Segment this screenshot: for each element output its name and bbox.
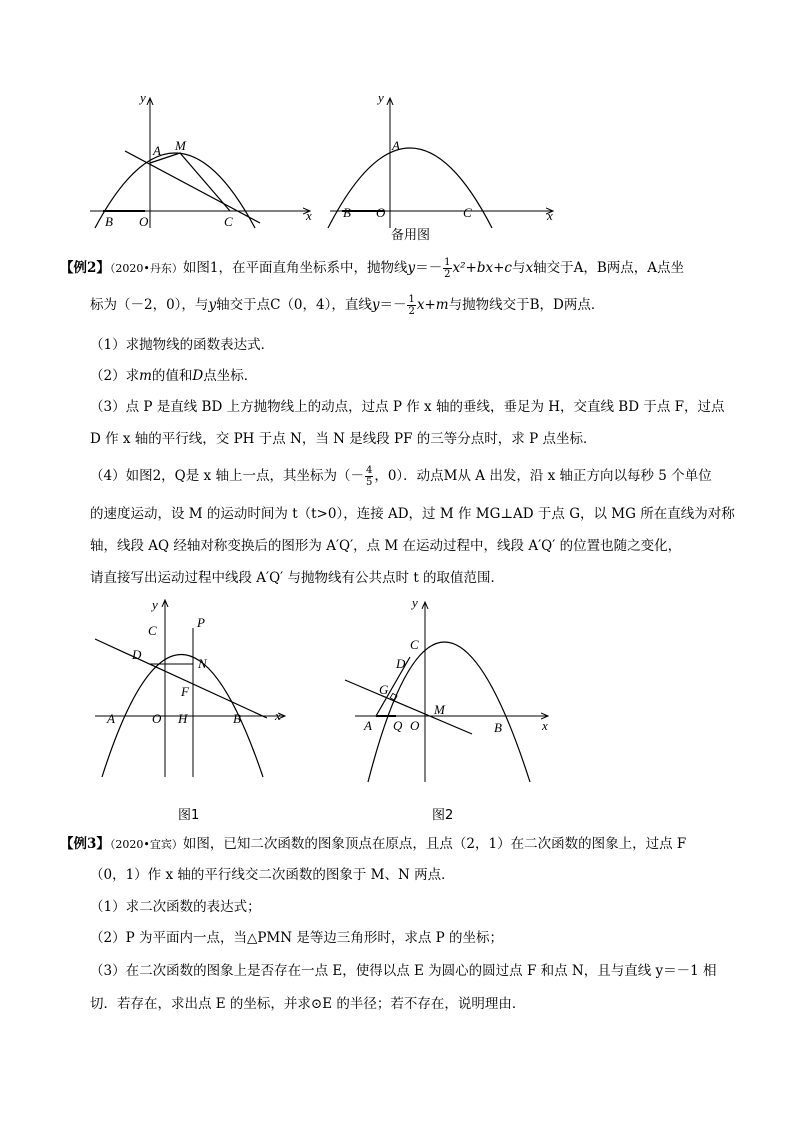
label-c: C [410,637,419,652]
label-b: B [105,214,113,229]
example2-l1c: 轴交于 [533,260,574,276]
label-o: O [152,711,162,726]
label-a: A [153,143,161,158]
top-left-figure [85,88,325,233]
label-b: B [233,711,241,726]
line-bd [95,639,267,718]
figure-2 [340,592,560,787]
label-f: F [181,684,189,699]
example2-line2 [90,294,604,317]
example2-q1: （1）求抛物线的函数表达式． [90,337,275,353]
label-x: x [542,718,548,733]
label-h: H [178,711,188,726]
example3-line1 [60,835,686,854]
example3-q3-line2: 切．若存在，求出点 E 的坐标，并求⊙E 的半径；若不存在，说明理由． [90,996,526,1012]
label-c: C [148,623,157,638]
label-m: M [434,702,445,717]
example2-l1-poly: x²+bx+c [452,260,512,276]
line-ac [125,151,260,223]
example2-q4-line2: 的速度运动，设 M 的运动时间为 t（t>0），连接 AD，过 M 作 MG⊥AD 于点 G，以 MG 所在直线为对称 [90,506,735,522]
example2-l1-eq: ＝－ [415,260,443,276]
example2-l2b: 轴交于点 [216,297,271,313]
top-right-figure [320,88,560,233]
label-d: D [132,647,142,662]
figure-1 [90,592,300,787]
label-c: C [463,205,472,220]
fraction-four-fifths: $\frac{4}{5}$ [365,465,373,488]
figure-2-caption: 图2 [432,808,454,823]
label-c: C [224,214,233,229]
label-x: x [547,208,553,223]
example2-q2: （2）求m的值和D点坐标． [90,368,258,384]
figure-1-caption: 图1 [178,808,200,823]
example3-q3-line1: （3）在二次函数的图象上是否存在一点 E，使得以点 E 为圆心的圆过点 F 和点 N，且与直线 y＝－1 相 [90,963,717,979]
fraction-half: $\frac{1}{2}$ [444,257,451,280]
example2-q3-line1: （3）点 P 是直线 BD 上方抛物线上的动点，过点 P 作 x 轴的垂线，垂足为 H，交直线 BD 于点 F，过点 [90,399,725,415]
example2-l2d: 与抛物线交于 [448,297,530,313]
label-o: O [376,205,386,220]
label-y: y [378,90,384,105]
label-y: y [140,90,146,105]
example3-q1: （1）求二次函数的表达式； [90,899,261,915]
example2-q4-line1: （4）如图2，Q是 x 轴上一点，其坐标为（－ $\frac{4}{5}$ ，0）．动点M从 A 出发，沿 x 轴正方向以每秒 5 个单位 [90,465,712,488]
example3-l1: 如图，已知二次函数的图象顶点在原点，且点（2，1）在二次函数的图象上，过点 F [182,836,687,852]
backup-figure-caption: 备用图 [391,228,431,243]
label-n: N [198,656,207,671]
example2-l1b: 与 [511,260,526,276]
label-b: B [494,720,502,735]
label-b: B [343,205,351,220]
fraction-half-2: $\frac{1}{2}$ [408,294,415,317]
label-x: x [275,708,281,723]
label-m: M [175,138,186,153]
example2-l2a: 标为（－2，0），与 [90,297,209,313]
triangle-amc [150,153,230,211]
label-a: A [364,718,372,733]
example2-q4-line4: 请直接写出运动过程中线段 A′Q′ 与抛物线有公共点时 t 的取值范围． [90,570,505,586]
label-y: y [152,597,158,612]
example2-l2e: B，D两点． [529,297,605,313]
label-g: G [379,682,389,697]
label-q: Q [393,718,403,733]
example2-l1a: 如图1，在平面直角坐标系中，抛物线 [182,260,408,276]
example2-l2-y2: y [371,297,380,313]
label-y: y [412,595,418,610]
label-o: O [410,718,420,733]
example2-l2c: C（0，4），直线 [270,297,372,313]
label-d: D [396,656,406,671]
example2-l2-poly: x+m [416,297,449,313]
example2-l1-x: x [525,260,534,276]
parabola [368,642,530,782]
example2-q3-line2: D 作 x 轴的平行线，交 PH 于点 N，当 N 是线段 PF 的三等分点时，求 P 点坐标． [90,431,597,447]
example3-q2: （2）P 为平面内一点，当△PMN 是等边三角形时，求点 P 的坐标； [90,930,504,946]
example2-l2-y: y [208,297,217,313]
example2-l1d: A，B两点，A点坐 [573,260,685,276]
example2-q4-line3: 轴，线段 AQ 经轴对称变换后的图形为 A′Q′，点 M 在运动过程中，线段 A′Q′ 的位置也随之变化， [90,538,682,554]
example2-l1-y: y [407,260,416,276]
example2-l2-eq: ＝－ [379,297,407,313]
example3-line2: （0，1）作 x 轴的平行线交二次函数的图象于 M、N 两点． [90,867,455,883]
example2-source: （2020•丹东） [109,262,183,275]
example3-source: （2020•宜宾） [109,838,183,851]
example3-tag: 【例3】 [60,836,110,852]
label-p: P [197,615,205,630]
example2-line1 [60,257,684,280]
label-a: A [392,138,400,153]
label-a: A [107,711,115,726]
label-x: x [306,208,312,223]
example2-tag: 【例2】 [60,260,110,276]
label-o: O [139,214,149,229]
